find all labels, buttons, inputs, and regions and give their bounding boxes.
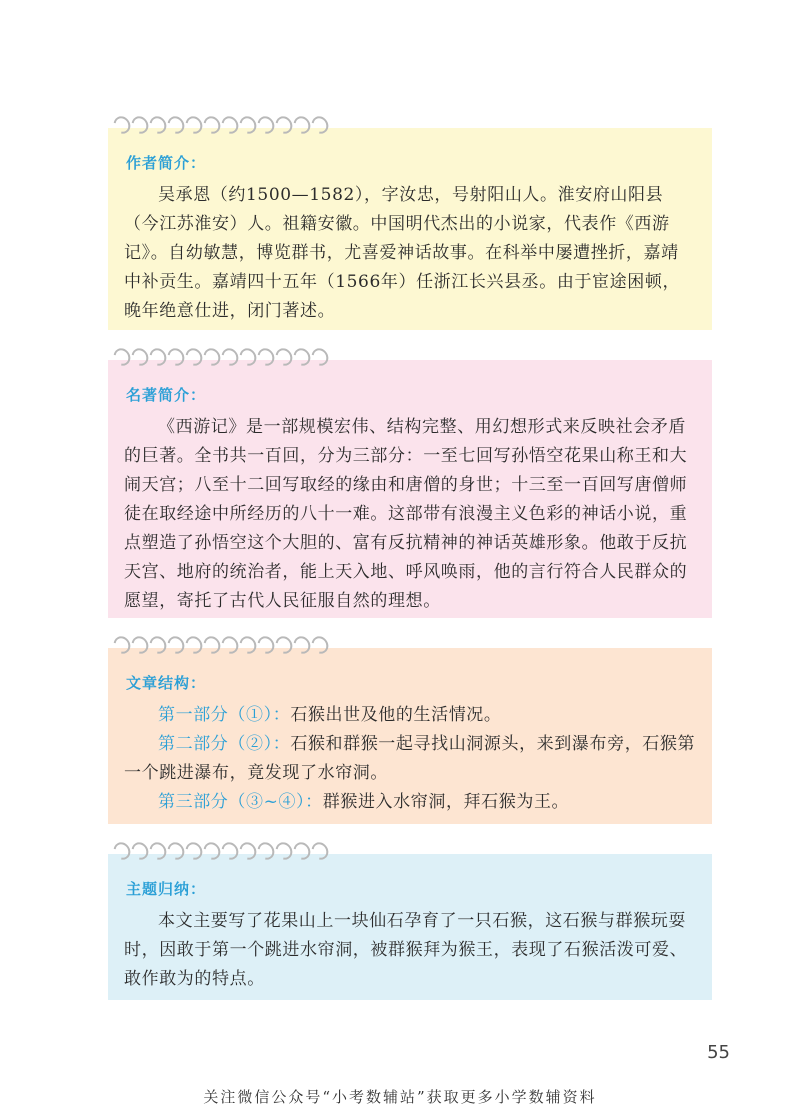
part-text: 群猴进入水帘洞，拜石猴为王。 xyxy=(322,792,570,812)
author-heading: 作者简介： xyxy=(126,154,207,172)
theme-heading: 主题归纳： xyxy=(126,880,207,898)
part-text: 石猴出世及他的生活情况。 xyxy=(290,705,502,725)
part-label: 第二部分（②）： xyxy=(158,734,291,754)
structure-part-2-cont: 一个跳进瀑布，竟发现了水帘洞。 xyxy=(124,763,388,783)
footer-note: 关注微信公众号“小考数辅站”获取更多小学数辅资料 xyxy=(203,1088,597,1106)
page-number: 55 xyxy=(707,1042,730,1063)
spiral-binding xyxy=(114,348,330,366)
structure-part-3 xyxy=(124,788,696,817)
spiral-binding xyxy=(114,116,330,134)
spiral-binding xyxy=(114,842,330,860)
part-label: 第三部分（③~④）： xyxy=(158,792,323,812)
book-card xyxy=(108,360,712,618)
part-label: 第一部分（①）： xyxy=(158,705,291,725)
theme-card xyxy=(108,854,712,1000)
author-text: 吴承恩（约1500—1582），字汝忠，号射阳山人。淮安府山阳县（今江苏淮安）人。祖籍安徽。中国明代杰出的小说家，代表作《西游记》。自幼敏慧，博览群书，尤喜爱神话故事。在科举中屡遭挫折，嘉靖中补贡生。嘉靖四十五年（1566年）任浙江长兴县丞。由于宦途困顿，晚年绝意仕进，闭门著述。 xyxy=(124,185,681,321)
structure-heading: 文章结构： xyxy=(126,674,207,692)
spiral-binding xyxy=(114,636,330,654)
part-text: 石猴和群猴一起寻找山洞源头，来到瀑布旁，石猴第 xyxy=(290,734,696,754)
structure-part-2 xyxy=(124,730,696,759)
theme-text: 本文主要写了花果山上一块仙石孕育了一只石猴，这石猴与群猴玩耍时，因敢于第一个跳进水帘洞，被群猴拜为猴王，表现了石猴活泼可爱、敢作敢为的特点。 xyxy=(124,911,688,989)
author-card xyxy=(108,128,712,330)
book-text: 《西游记》是一部规模宏伟、结构完整、用幻想形式来反映社会矛盾的巨著。全书共一百回，分为三部分：一至七回写孙悟空花果山称王和大闹天宫；八至十二回写取经的缘由和唐僧的身世；十三至一百回写唐僧师徒在取经途中所经历的八十一难。这部带有浪漫主义色彩的神话小说，重点塑造了孙悟空这个大胆的、富有反抗精神的神话英雄形象。他敢于反抗天宫、地府的统治者，能上天入地、呼风唤雨，他的言行符合人民群众的愿望，寄托了古代人民征服自然的理想。 xyxy=(124,417,688,611)
structure-part-1 xyxy=(124,701,696,730)
structure-card xyxy=(108,648,712,824)
book-heading: 名著简介： xyxy=(126,386,207,404)
